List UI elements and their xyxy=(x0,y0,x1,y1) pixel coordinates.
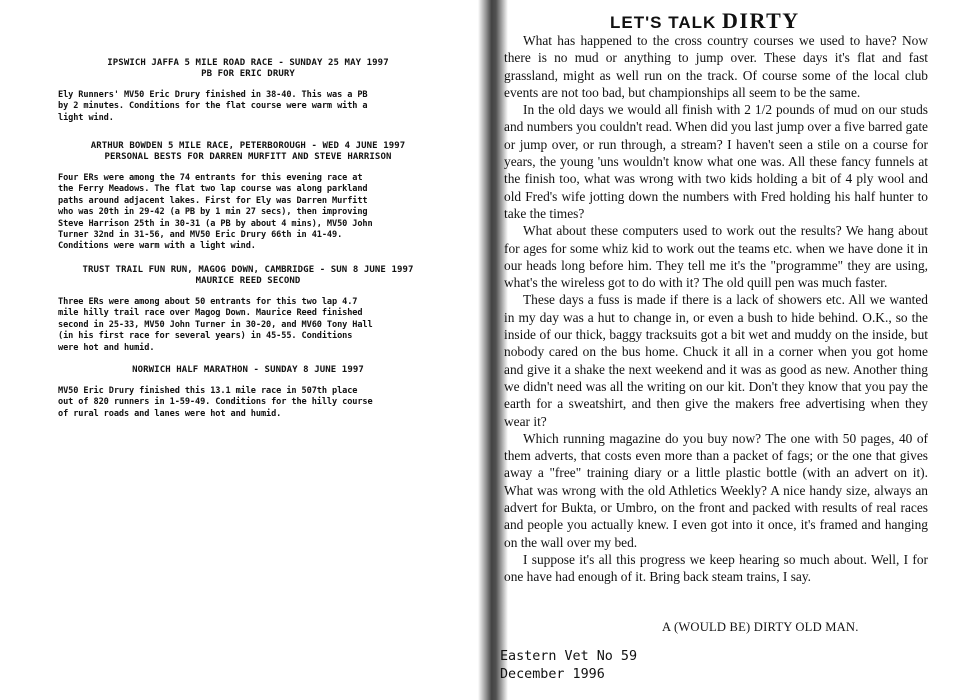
article-title-big: DIRTY xyxy=(722,8,800,33)
article-signature: A (WOULD BE) DIRTY OLD MAN. xyxy=(662,620,859,634)
report-body: MV50 Eric Drury finished this 13.1 mile race in 507th place out of 820 runners in 1-59-49. Conditions for the hilly course of rural roads and lanes were hot and humid. xyxy=(58,386,373,419)
article-body xyxy=(504,32,928,586)
report-title xyxy=(58,141,438,163)
report-title xyxy=(58,265,438,287)
report-subtitle-line: MAURICE REED SECOND xyxy=(195,276,301,286)
report-subtitle-line: PB FOR ERIC DRURY xyxy=(201,69,295,79)
report-body: Four ERs were among the 74 entrants for this evening race at the Ferry Meadows. The flat two lap course was along parkland paths around adjacent lakes. First for Ely was Darren Murfitt who was 20th in 29-42 (a PB by 1 min 27 secs), then improving Steve Harrison 25th in 30-31 (a PB by about 4 mins), MV50 John Turner 32nd in 31-56, and MV50 Eric Drury 66th in 41-49. Conditions were warm with a light wind. xyxy=(58,173,373,252)
report-title xyxy=(58,365,438,376)
article-paragraph: I suppose it's all this progress we keep hearing so much about. Well, I for one have had enough of it. Bring back steam trains, I say. xyxy=(504,551,928,585)
article-paragraph: Which running magazine do you buy now? The one with 50 pages, 40 of them adverts, that costs even more than a packet of fags; or the one that gives away a "free" training diary or a little plastic bottle (with an advert on it). What was wrong with the old Athletics Weekly? A nice handy size, always an advert for Bukta, or Umbro, on the front and packed with results of real races and people you actually knew. I even got into it once, it's framed and hanging on the wall over my bed. xyxy=(504,430,928,550)
report-title-line: NORWICH HALF MARATHON - SUNDAY 8 JUNE 1997 xyxy=(132,365,364,375)
article-title-small: LET'S TALK xyxy=(610,13,717,32)
left-page xyxy=(0,0,480,700)
article-paragraph: What about these computers used to work out the results? We hang about for ages for some whiz kid to work out the teams etc. when we have done it in our heads long before him. They tell me it's the "programme" they are using, what's the wireless got to do with it? The old quill pen was much faster. xyxy=(504,223,928,291)
race-report-magog-down xyxy=(58,265,438,354)
source-date: December 1996 xyxy=(500,667,605,682)
report-title xyxy=(58,58,438,80)
report-title-line: TRUST TRAIL FUN RUN, MAGOG DOWN, CAMBRIDGE - SUN 8 JUNE 1997 xyxy=(82,265,414,275)
report-body: Three ERs were among about 50 entrants for this two lap 4.7 mile hilly trail race over Magog Down. Maurice Reed finished second in 25-33, MV50 John Turner in 30-20, and MV60 Tony Hall (in his first race for several years) in 45-55. Conditions were hot and humid. xyxy=(58,297,373,353)
article-title xyxy=(610,8,800,34)
report-title-line: ARTHUR BOWDEN 5 MILE RACE, PETERBOROUGH - WED 4 JUNE 1997 xyxy=(90,141,406,151)
source-publication: Eastern Vet No 59 xyxy=(500,649,638,664)
race-report-norwich xyxy=(58,365,438,420)
race-report-peterborough xyxy=(58,141,438,253)
article-paragraph: What has happened to the cross country courses we used to have? Now there is no mud or anything to jump over. These days it's flat and fast grassland, might as well run on the track. Of course some of the local club events are not too bad, but championships all seem to be the same. xyxy=(504,33,928,100)
report-subtitle-line: PERSONAL BESTS FOR DARREN MURFITT AND STEVE HARRISON xyxy=(104,152,392,162)
race-report-ipswich xyxy=(58,58,438,124)
report-body: Ely Runners' MV50 Eric Drury finished in 38-40. This was a PB by 2 minutes. Conditions for the flat course were warm with a light wind. xyxy=(58,90,368,123)
article-paragraph: These days a fuss is made if there is a lack of showers etc. All we wanted in my day was a hut to change in, or even a bush to hide behind. O.K., so the inside of our thick, baggy tracksuits got a bit wet and muddy on the inside, but nobody cared on the bus home. Chuck it all in a corner when you got home and give it a shake the next weekend and it was as good as new. Another thing we didn't need was all the writing on our kit. Don't they know that you pay the earth for a sweatshirt, and then give the makers free advertising when they wear it? xyxy=(504,292,928,429)
report-title-line: IPSWICH JAFFA 5 MILE ROAD RACE - SUNDAY 25 MAY 1997 xyxy=(107,58,389,68)
article-paragraph: In the old days we would all finish with 2 1/2 pounds of mud on our studs and numbers you couldn't read. When did you last jump over a five barred gate or jump over, or run through, a stream? I haven't seen a stile on a course for years, the young 'uns wouldn't know what one was. All these fancy funnels at the finish too, what was wrong with two kids holding a bit of 4 ply wool and old Fred's wife jotting down the numbers with Fred holding his half hunter to take the times? xyxy=(504,102,928,221)
